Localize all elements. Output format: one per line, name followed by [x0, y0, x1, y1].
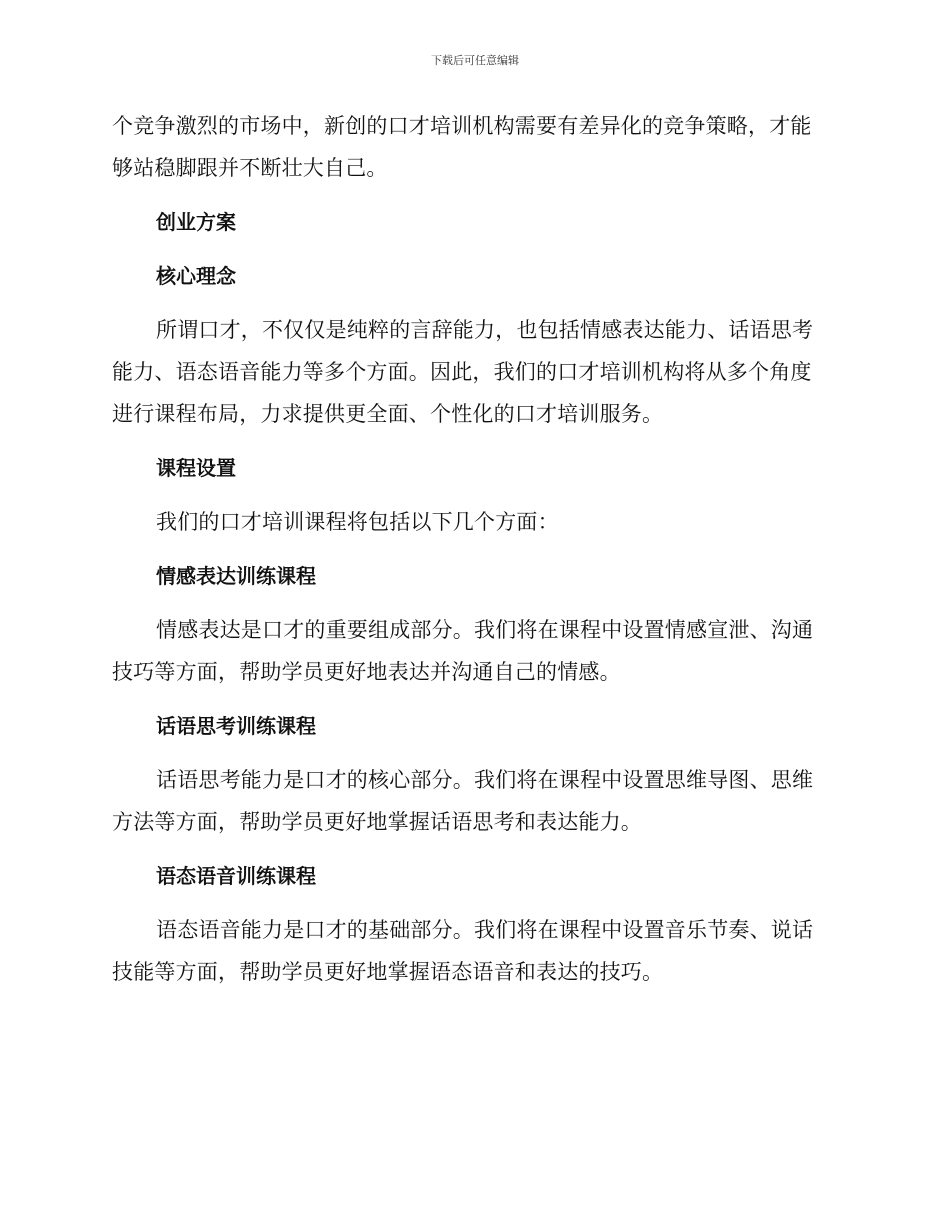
page-header: 下载后可任意编辑 [431, 54, 519, 67]
heading-emotion-course: 情感表达训练课程 [156, 564, 316, 588]
heading-startup-plan: 创业方案 [156, 210, 236, 234]
heading-voice-course: 语态语音训练课程 [156, 864, 316, 888]
heading-core-concept: 核心理念 [156, 264, 236, 288]
paragraph-intro-continued: 个竞争激烈的市场中，新创的口才培训机构需要有差异化的竞争策略，才能够站稳脚跟并不断壮大自己。 [112, 114, 812, 180]
document-body [112, 105, 832, 1005]
paragraph-core-concept: 所谓口才，不仅仅是纯粹的言辞能力，也包括情感表达能力、话语思考能力、语态语音能力等多个方面。因此，我们的口才培训机构将从多个角度进行课程布局，力求提供更全面、个性化的口才培训服务。 [112, 318, 814, 426]
paragraph-voice-course: 语态语音能力是口才的基础部分。我们将在课程中设置音乐节奏、说话技能等方面，帮助学员更好地掌握语态语音和表达的技巧。 [112, 918, 814, 984]
paragraph-course-setup: 我们的口才培训课程将包括以下几个方面： [156, 510, 559, 534]
heading-thinking-course: 话语思考训练课程 [156, 714, 316, 738]
heading-course-setup: 课程设置 [156, 456, 236, 480]
paragraph-thinking-course: 话语思考能力是口才的核心部分。我们将在课程中设置思维导图、思维方法等方面，帮助学员更好地掌握话语思考和表达能力。 [112, 768, 814, 834]
paragraph-emotion-course: 情感表达是口才的重要组成部分。我们将在课程中设置情感宣泄、沟通技巧等方面，帮助学员更好地表达并沟通自己的情感。 [112, 618, 814, 684]
